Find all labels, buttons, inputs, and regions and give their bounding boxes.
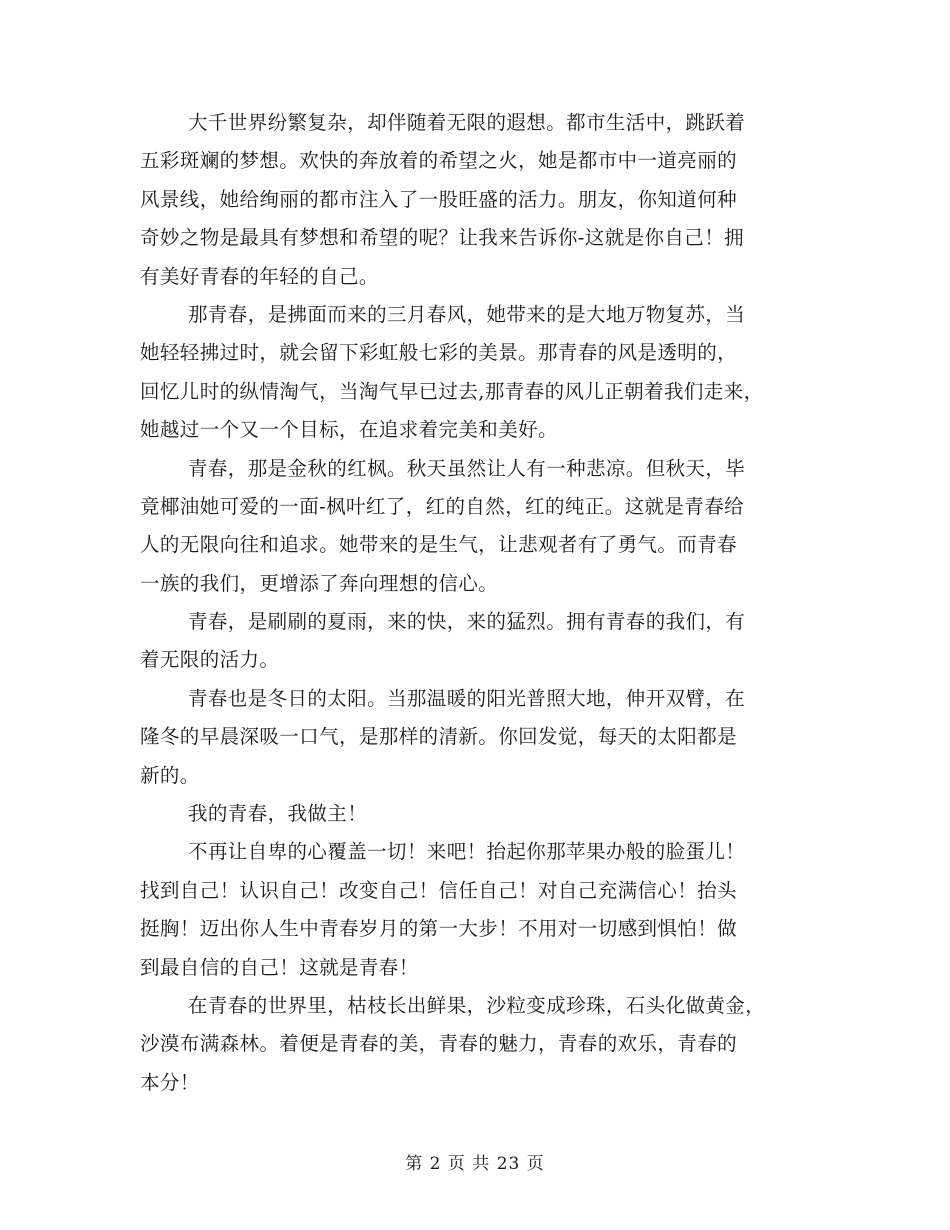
footer-middle: 页 共 (447, 1154, 491, 1174)
text-line: 在青春的世界里，枯枝长出鲜果，沙粒变成珍珠，石头化做黄金， (188, 993, 766, 1017)
text-line: 我的青春，我做主！ (188, 802, 368, 826)
text-line: 不再让自卑的心覆盖一切！来吧！抬起你那苹果办般的脸蛋儿！ (188, 840, 746, 864)
text-line: 奇妙之物是最具有梦想和希望的呢？让我来告诉你-这就是你自己！拥 (140, 226, 744, 250)
text-line: 风景线，她给绚丽的都市注入了一股旺盛的活力。朋友，你知道何种 (140, 187, 738, 211)
text-line: 青春也是冬日的太阳。当那温暖的阳光普照大地，伸开双臂，在 (188, 686, 746, 710)
document-body (140, 104, 812, 1102)
text-line: 竟椰油她可爱的一面-枫叶红了，红的自然，红的纯正。这就是青春给 (140, 494, 744, 518)
text-line: 到最自信的自己！这就是青春！ (140, 955, 419, 979)
text-line: 大千世界纷繁复杂，却伴随着无限的遐想。都市生活中，跳跃着 (188, 111, 746, 134)
text-line: 人的无限向往和追求。她带来的是生气，让悲观者有了勇气。而青春 (140, 533, 738, 557)
text-line: 一族的我们，更增添了奔向理想的信心。 (140, 571, 499, 595)
text-line: 青春，是刷刷的夏雨，来的快，来的猛烈。拥有青春的我们，有 (188, 610, 746, 634)
text-line: 挺胸！迈出你人生中青春岁月的第一大步！不用对一切感到惧怕！做 (140, 917, 738, 941)
text-line: 那青春，是拂面而来的三月春风，她带来的是大地万物复苏，当 (188, 302, 746, 326)
text-line: 青春，那是金秋的红枫。秋天虽然让人有一种悲凉。但秋天，毕 (188, 456, 746, 480)
text-line: 五彩斑斓的梦想。欢快的奔放着的希望之火，她是都市中一道亮丽的 (140, 149, 738, 173)
text-line: 本分！ (140, 1070, 200, 1094)
text-line: 沙漠布满森林。着便是青春的美，青春的魅力，青春的欢乐，青春的 (140, 1032, 738, 1056)
footer-total-pages: 23 (496, 1154, 521, 1174)
text-line: 隆冬的早晨深吸一口气，是那样的清新。你回发觉，每天的太阳都是 (140, 725, 738, 749)
text-line: 回忆儿时的纵情淘气，当淘气早已过去,那青春的风儿正朝着我们走来， (140, 379, 764, 403)
text-line: 找到自己！认识自己！改变自己！信任自己！对自己充满信心！抬头 (140, 878, 738, 902)
text-line: 有美好青春的年轻的自己。 (140, 264, 379, 288)
footer-suffix: 页 (526, 1154, 545, 1174)
text-line: 她越过一个又一个目标，在追求着完美和美好。 (140, 418, 558, 442)
text-line: 着无限的活力。 (140, 648, 280, 672)
text-line: 新的。 (140, 763, 200, 787)
page-footer (0, 1152, 950, 1176)
footer-page-number: 2 (429, 1154, 442, 1174)
text-line: 她轻轻拂过时，就会留下彩虹般七彩的美景。那青春的风是透明的， (140, 341, 738, 365)
footer-prefix: 第 (405, 1154, 424, 1174)
